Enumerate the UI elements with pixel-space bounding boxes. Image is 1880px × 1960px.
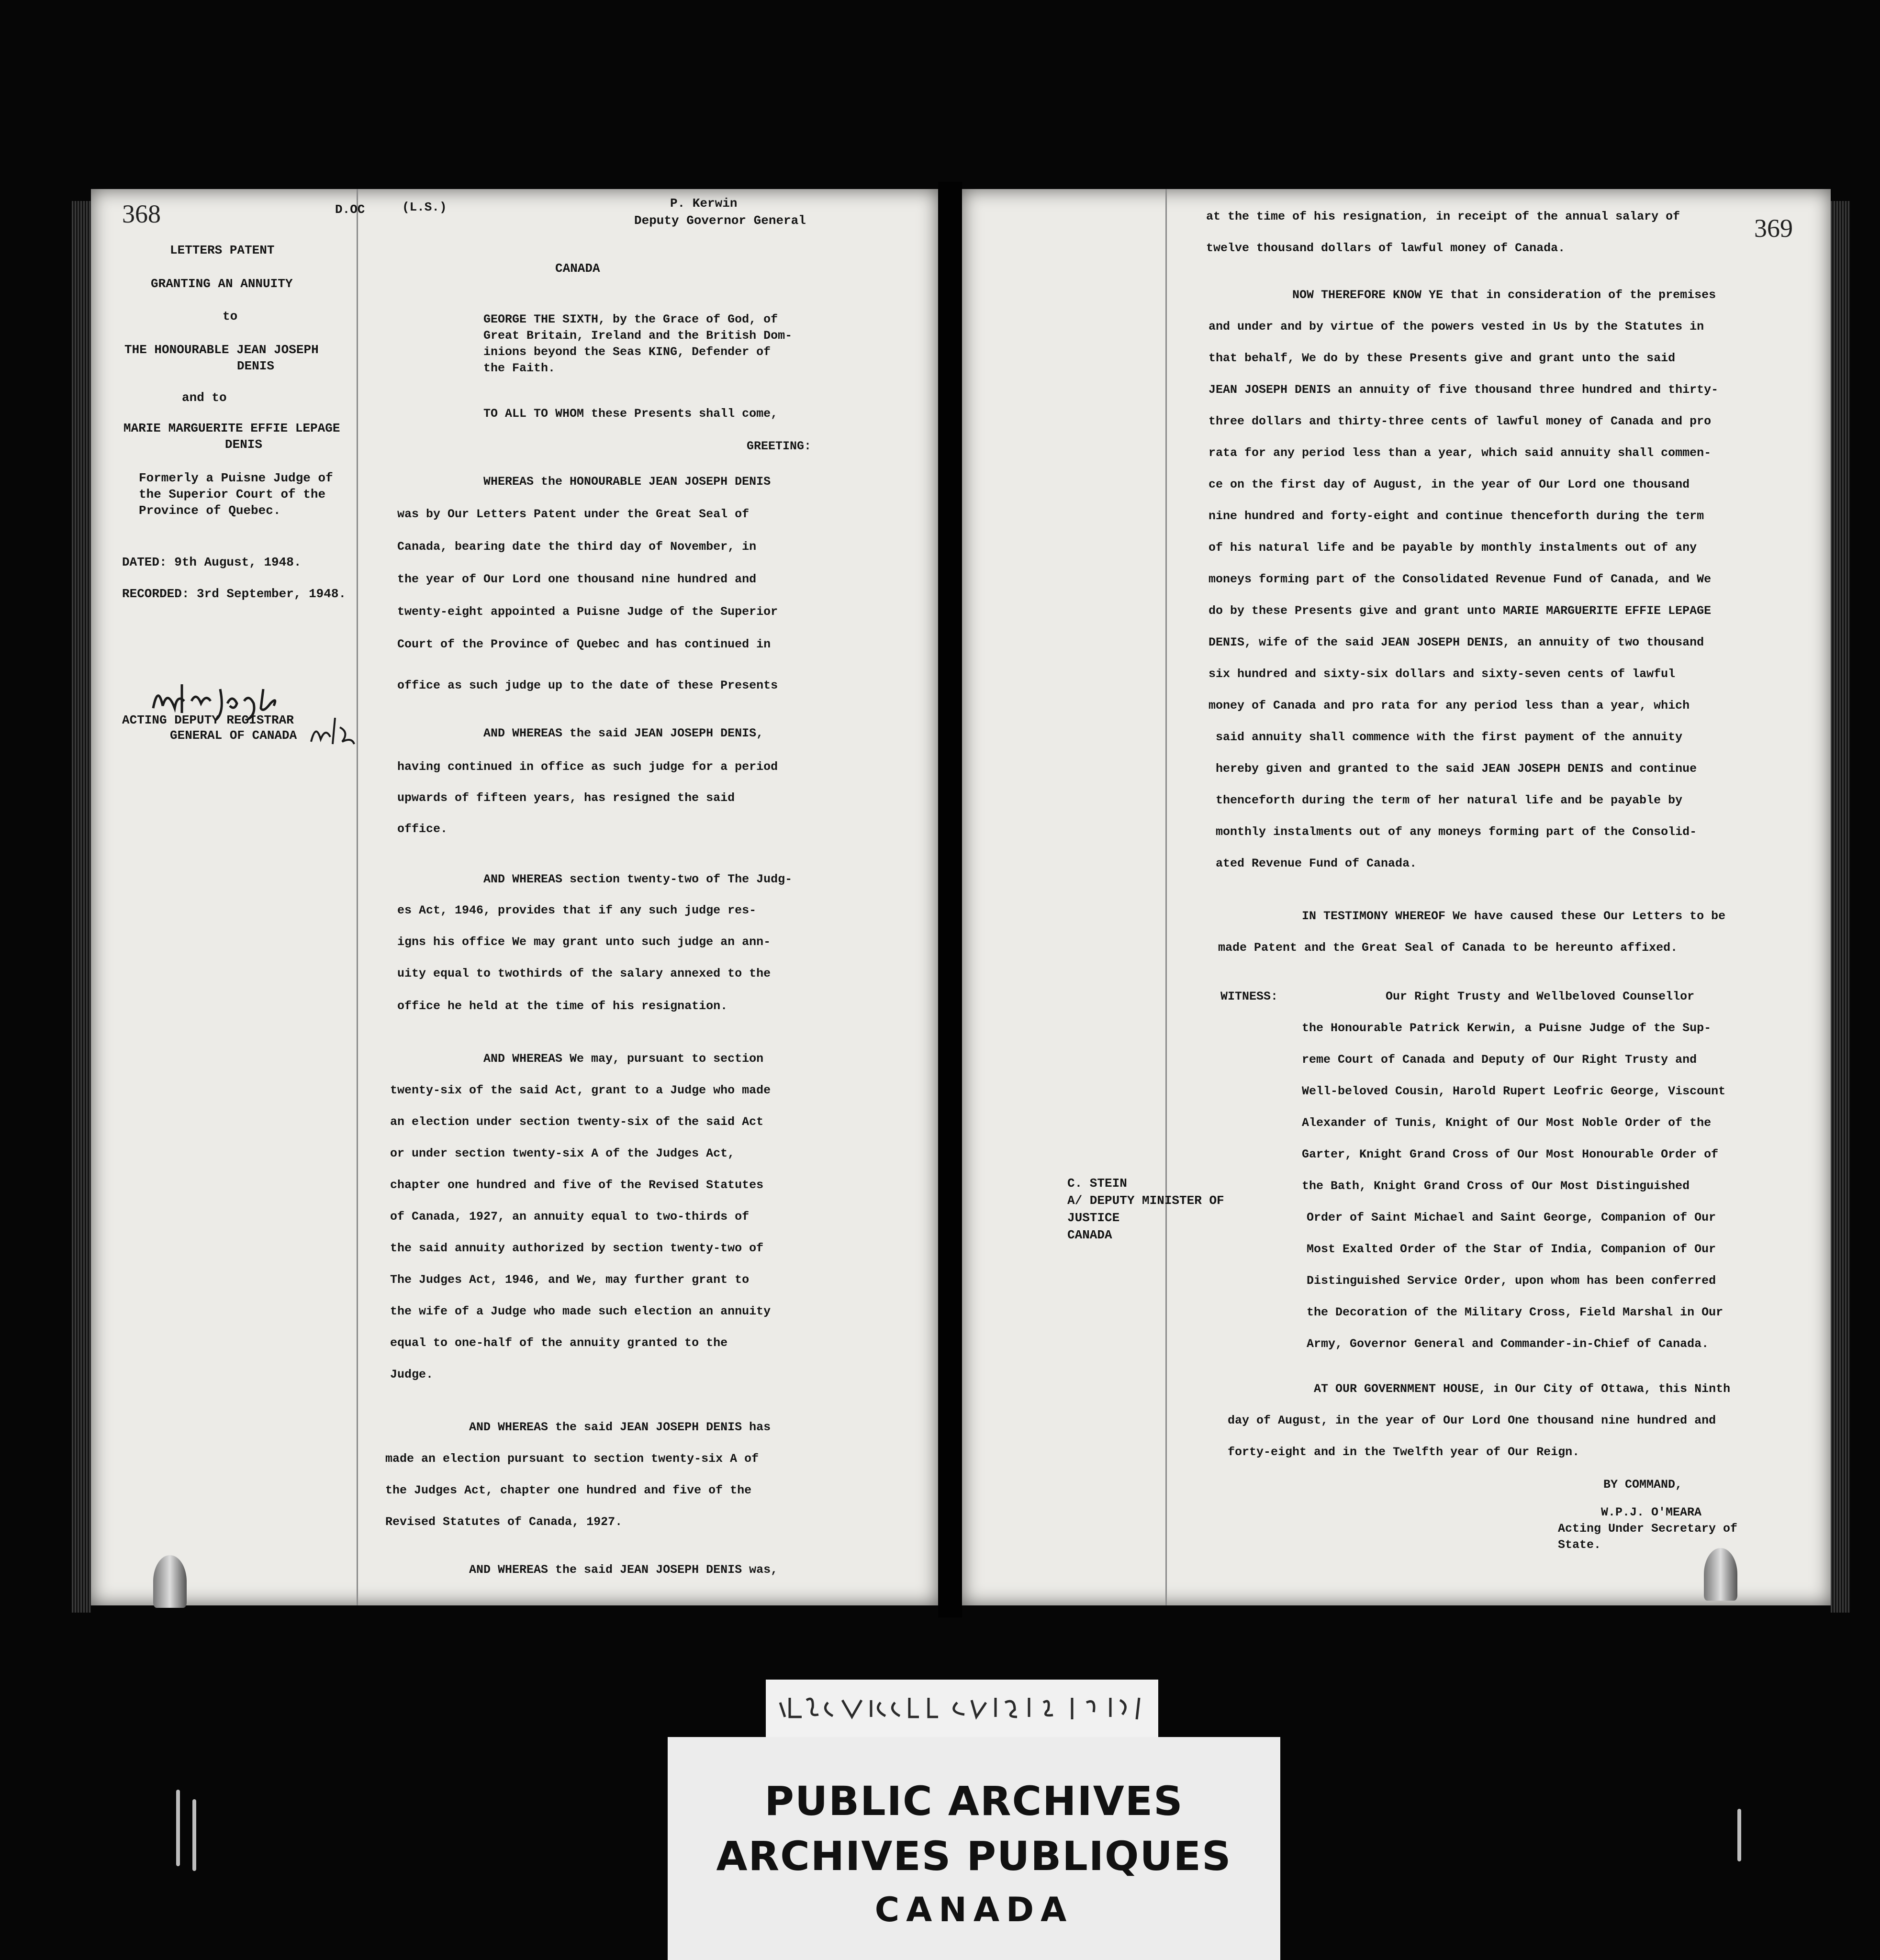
- margin-line: ACTING DEPUTY REGISTRAR: [122, 713, 294, 727]
- body-line: the Honourable Patrick Kerwin, a Puisne Judge of the Sup-: [1302, 1021, 1712, 1035]
- pin-left: [176, 1790, 180, 1866]
- margin-sign-line: C. STEIN: [1067, 1176, 1127, 1191]
- body-line: hereby given and granted to the said JEAN JOSEPH DENIS and continue: [1216, 762, 1697, 776]
- body-line: IN TESTIMONY WHEREOF We have caused these Our Letters to be: [1302, 909, 1726, 923]
- body-line: chapter one hundred and five of the Revised Statutes: [390, 1178, 764, 1192]
- body-line: Judge.: [390, 1368, 434, 1381]
- body-line: the Decoration of the Military Cross, Field Marshal in Our: [1307, 1305, 1723, 1319]
- body-line: AND WHEREAS We may, pursuant to section: [483, 1052, 764, 1066]
- body-line: twenty-six of the said Act, grant to a Judge who made: [390, 1083, 771, 1097]
- body-line: WHEREAS the HONOURABLE JEAN JOSEPH DENIS: [483, 475, 771, 489]
- body-line: The Judges Act, 1946, and We, may further grant to: [390, 1273, 750, 1287]
- body-line: thenceforth during the term of her natural life and be payable by: [1216, 793, 1683, 807]
- body-line: Alexander of Tunis, Knight of Our Most Noble Order of the: [1302, 1116, 1712, 1130]
- body-line: Army, Governor General and Commander-in-Chief of Canada.: [1307, 1337, 1709, 1351]
- body-line: AND WHEREAS section twenty-two of The Judg-: [483, 872, 793, 886]
- body-line: Court of the Province of Quebec and has continued in: [397, 637, 771, 651]
- witness-label: WITNESS:: [1220, 990, 1278, 1003]
- body-line: Revised Statutes of Canada, 1927.: [385, 1515, 623, 1529]
- body-line: the said annuity authorized by section twenty-two of: [390, 1241, 764, 1255]
- body-line: or under section twenty-six A of the Judges Act,: [390, 1147, 735, 1160]
- body-line: the Bath, Knight Grand Cross of Our Most Distinguished: [1302, 1179, 1690, 1193]
- margin-line: Formerly a Puisne Judge of: [139, 471, 333, 485]
- undersecretary-name: W.P.J. O'MEARA: [1601, 1505, 1702, 1519]
- margin-line: the Superior Court of the: [139, 487, 326, 501]
- file-code: D.OC: [335, 202, 365, 217]
- body-line: of Canada, 1927, an annuity equal to two-thirds of: [390, 1210, 750, 1224]
- body-line: equal to one-half of the annuity granted to the: [390, 1336, 728, 1350]
- body-line: the year of Our Lord one thousand nine hundred and: [397, 572, 757, 586]
- body-line: Garter, Knight Grand Cross of Our Most Honourable Order of: [1302, 1147, 1719, 1161]
- body-line: nine hundred and forty-eight and continue thenceforth during the term: [1209, 509, 1704, 523]
- page-clip-right: [1704, 1548, 1737, 1601]
- body-line: twelve thousand dollars of lawful money of Canada.: [1206, 241, 1566, 255]
- body-line: ce on the first day of August, in the year of Our Lord one thousand: [1209, 478, 1690, 491]
- body-line: three dollars and thirty-three cents of lawful money of Canada and pro: [1209, 414, 1712, 428]
- archive-title-fr: ARCHIVES PUBLIQUES: [716, 1833, 1232, 1880]
- body-line: Order of Saint Michael and Saint George, Companion of Our: [1307, 1211, 1716, 1225]
- margin-sign-line: A/ DEPUTY MINISTER OF: [1067, 1193, 1224, 1208]
- body-line: having continued in office as such judge for a period: [397, 760, 778, 774]
- body-line: the wife of a Judge who made such election an annuity: [390, 1304, 771, 1318]
- margin-line: GENERAL OF CANADA: [170, 728, 297, 743]
- body-line: inions beyond the Seas KING, Defender of: [483, 345, 771, 359]
- pin-right: [1737, 1809, 1741, 1861]
- body-line: AND WHEREAS the said JEAN JOSEPH DENIS was,: [469, 1563, 778, 1577]
- body-line: six hundred and sixty-six dollars and sixty-seven cents of lawful: [1209, 667, 1676, 681]
- reel-label: [766, 1680, 1158, 1737]
- body-line: Canada, bearing date the third day of November, in: [397, 540, 757, 554]
- margin-rule-right: [1165, 189, 1167, 1605]
- margin-line: MARIE MARGUERITE EFFIE LEPAGE: [123, 421, 340, 435]
- body-line: reme Court of Canada and Deputy of Our Right Trusty and: [1302, 1053, 1697, 1067]
- body-line: said annuity shall commence with the first payment of the annuity: [1216, 730, 1683, 744]
- margin-sign-line: JUSTICE: [1067, 1211, 1120, 1225]
- body-line: an election under section twenty-six of the said Act: [390, 1115, 764, 1129]
- body-line: rata for any period less than a year, which said annuity shall commen-: [1209, 446, 1712, 460]
- body-line: upwards of fifteen years, has resigned the said: [397, 791, 735, 805]
- body-line: es Act, 1946, provides that if any such judge res-: [397, 903, 757, 917]
- body-line: of his natural life and be payable by monthly instalments out of any: [1209, 541, 1697, 555]
- handwriting-scribble: [775, 1683, 1149, 1731]
- body-line: do by these Presents give and grant unto MARIE MARGUERITE EFFIE LEPAGE: [1209, 604, 1712, 618]
- body-line: office he held at the time of his resignation.: [397, 999, 728, 1013]
- body-line: TO ALL TO WHOM these Presents shall come,: [483, 407, 778, 421]
- book-edge-left: [72, 201, 91, 1613]
- signatory-title: Deputy Governor General: [634, 213, 806, 228]
- margin-line: LETTERS PATENT: [170, 243, 275, 257]
- archive-country: CANADA: [874, 1890, 1074, 1929]
- body-line: igns his office We may grant unto such judge an ann-: [397, 935, 771, 949]
- body-line: Most Exalted Order of the Star of India, Companion of Our: [1307, 1242, 1716, 1256]
- seal-mark: (L.S.): [402, 200, 447, 214]
- body-line: AT OUR GOVERNMENT HOUSE, in Our City of Ottawa, this Ninth: [1314, 1382, 1731, 1396]
- country-heading: CANADA: [555, 261, 600, 276]
- body-line: uity equal to twothirds of the salary annexed to the: [397, 967, 771, 980]
- body-line: Great Britain, Ireland and the British Dom-: [483, 329, 793, 343]
- archive-card: [668, 1737, 1280, 1960]
- body-line: made an election pursuant to section twenty-six A of: [385, 1452, 759, 1466]
- body-line: office.: [397, 822, 448, 836]
- page-number-left: 368: [122, 200, 161, 228]
- registrar-signature: [148, 675, 297, 727]
- body-line: GREETING:: [747, 439, 812, 453]
- initials-mark: [306, 708, 359, 751]
- body-line: moneys forming part of the Consolidated Revenue Fund of Canada, and We: [1209, 572, 1712, 586]
- body-line: the Judges Act, chapter one hundred and five of the: [385, 1483, 752, 1497]
- margin-line: DENIS: [237, 359, 275, 373]
- body-line: day of August, in the year of Our Lord One thousand nine hundred and: [1228, 1414, 1716, 1427]
- page-number-right: 369: [1754, 214, 1793, 243]
- margin-line: and to: [182, 390, 227, 405]
- margin-line: GRANTING AN ANNUITY: [151, 277, 293, 291]
- body-line: ated Revenue Fund of Canada.: [1216, 857, 1417, 870]
- body-line: GEORGE THE SIXTH, by the Grace of God, of: [483, 312, 778, 326]
- body-line: office as such judge up to the date of these Presents: [397, 679, 778, 692]
- body-line: twenty-eight appointed a Puisne Judge of the Superior: [397, 605, 778, 619]
- body-line: made Patent and the Great Seal of Canada to be hereunto affixed.: [1218, 941, 1678, 955]
- body-line: at the time of his resignation, in receipt of the annual salary of: [1206, 210, 1680, 223]
- margin-rule-left: [357, 189, 358, 1605]
- body-line: money of Canada and pro rata for any period less than a year, which: [1209, 699, 1690, 713]
- archive-title-en: PUBLIC ARCHIVES: [764, 1778, 1184, 1825]
- recorded-line: RECORDED: 3rd September, 1948.: [122, 587, 347, 601]
- book-edge-right: [1831, 201, 1850, 1613]
- undersecretary-title-2: State.: [1558, 1538, 1601, 1552]
- body-line: JEAN JOSEPH DENIS an annuity of five thousand three hundred and thirty-: [1209, 383, 1719, 397]
- margin-line: Province of Quebec.: [139, 503, 281, 518]
- by-command: BY COMMAND,: [1603, 1478, 1683, 1492]
- body-line: was by Our Letters Patent under the Great Seal of: [397, 507, 750, 521]
- margin-line: to: [223, 309, 238, 323]
- signatory-name: P. Kerwin: [670, 196, 738, 211]
- body-line: NOW THEREFORE KNOW YE that in consideration of the premises: [1292, 288, 1716, 302]
- margin-line: DENIS: [225, 437, 263, 452]
- body-line: AND WHEREAS the said JEAN JOSEPH DENIS has: [469, 1420, 771, 1434]
- dated-line: DATED: 9th August, 1948.: [122, 555, 302, 569]
- margin-sign-line: CANADA: [1067, 1228, 1112, 1242]
- book-gutter: [938, 182, 962, 1617]
- body-line: DENIS, wife of the said JEAN JOSEPH DENIS, an annuity of two thousand: [1209, 635, 1704, 649]
- body-line: Our Right Trusty and Wellbeloved Counsellor: [1386, 990, 1695, 1003]
- body-line: AND WHEREAS the said JEAN JOSEPH DENIS,: [483, 726, 764, 740]
- body-line: Distinguished Service Order, upon whom has been conferred: [1307, 1274, 1716, 1288]
- body-line: that behalf, We do by these Presents give and grant unto the said: [1209, 351, 1676, 365]
- body-line: monthly instalments out of any moneys forming part of the Consolid-: [1216, 825, 1697, 839]
- margin-line: THE HONOURABLE JEAN JOSEPH: [124, 343, 319, 357]
- page-clip-left: [153, 1555, 187, 1608]
- pin-left-2: [192, 1799, 196, 1871]
- undersecretary-title: Acting Under Secretary of: [1558, 1522, 1738, 1536]
- body-line: Well-beloved Cousin, Harold Rupert Leofric George, Viscount: [1302, 1084, 1726, 1098]
- body-line: the Faith.: [483, 361, 556, 375]
- body-line: and under and by virtue of the powers vested in Us by the Statutes in: [1209, 320, 1704, 334]
- body-line: forty-eight and in the Twelfth year of Our Reign.: [1228, 1445, 1580, 1459]
